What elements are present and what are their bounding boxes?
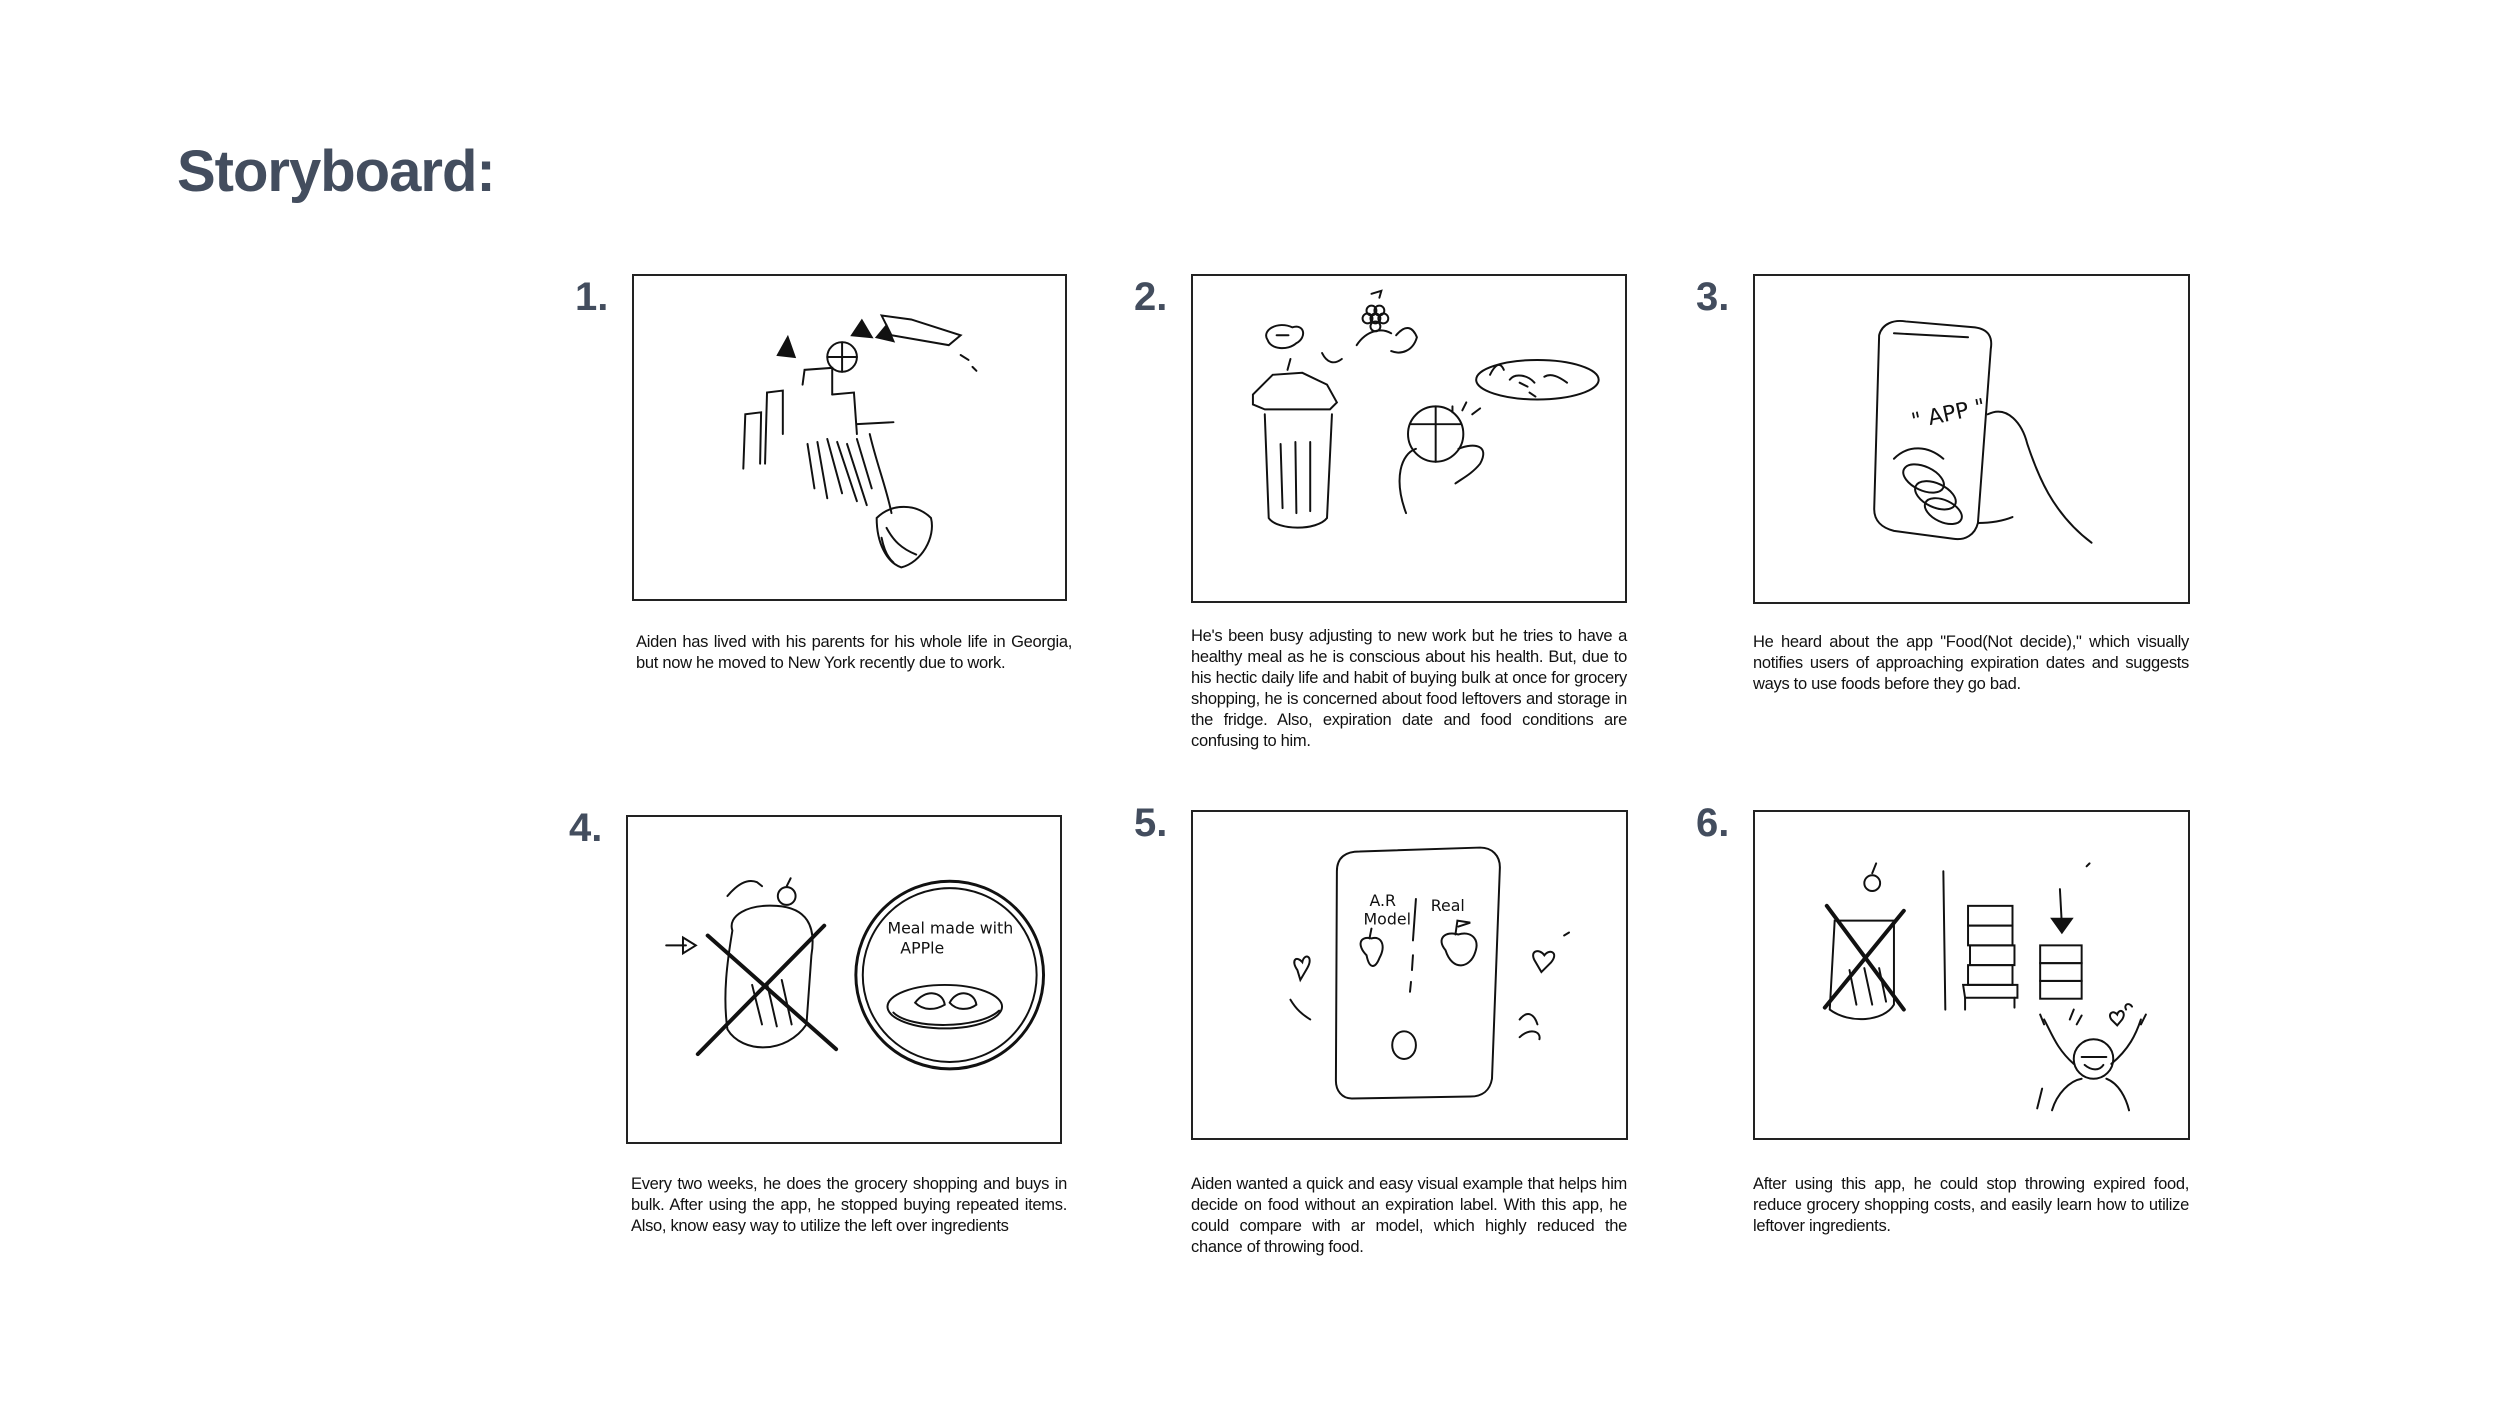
panel-caption-3: He heard about the app "Food(Not decide)," which visually notifies users of approaching expiration dates and suggests ways to use foods before they go bad. (1753, 633, 2189, 693)
sketch-apple-label: APPle (900, 938, 945, 958)
sketch-ar-compare (1193, 812, 1626, 1138)
sketch-meal-label: Meal made with (887, 918, 1014, 938)
storyboard-panel-6 (1753, 810, 2190, 1140)
storyboard-panel-4 (626, 815, 1062, 1144)
panel-caption-5: Aiden wanted a quick and easy visual example that helps him decide on food without an expiration label. With this app, he could compare with ar model, which highly reduced the chance of throwing food. (1191, 1175, 1627, 1256)
panel-number-3: 3. (1696, 275, 1730, 319)
panel-caption-6: After using this app, he could stop throwing expired food, reduce grocery shopping costs, and easily learn how to utilize leftover ingredients. (1753, 1175, 2189, 1235)
sketch-app-label: " APP " (1909, 394, 1988, 435)
panel-caption-2: He's been busy adjusting to new work but he tries to have a healthy meal as he is conscious about his health. But, due to his hectic daily life and habit of buying bulk at once for grocery shopping, he is concerned about food leftovers and storage in the fridge. Also, expiration date and food conditions are confusing to him. (1191, 627, 1627, 750)
sketch-real-label: Real (1430, 895, 1465, 915)
panel-caption-4: Every two weeks, he does the grocery shopping and buys in bulk. After using the app, he stopped buying repeated items. Also, know easy way to utilize the left over ingredients (631, 1175, 1067, 1235)
sketch-city-move (634, 276, 1065, 599)
panel-number-2: 2. (1134, 275, 1168, 319)
storyboard-panel-3 (1753, 274, 2190, 604)
panel-number-4: 4. (569, 806, 603, 850)
storyboard-panel-1 (632, 274, 1067, 601)
storyboard-panel-2 (1191, 274, 1627, 603)
panel-number-6: 6. (1696, 801, 1730, 845)
sketch-ar-label: A.R (1369, 890, 1397, 910)
sketch-phone-app (1755, 276, 2188, 602)
panel-caption-1: Aiden has lived with his parents for his whole life in Georgia, but now he moved to New York recently due to work. (636, 633, 1072, 672)
sketch-happy-result (1755, 812, 2188, 1138)
sketch-meal-with-apple (628, 817, 1060, 1142)
panel-number-1: 1. (575, 275, 609, 319)
storyboard-panel-5 (1191, 810, 1628, 1140)
sketch-food-waste (1193, 276, 1625, 601)
sketch-model-label: Model (1363, 909, 1412, 929)
panel-number-5: 5. (1134, 801, 1168, 845)
page-title: Storyboard: (177, 139, 495, 204)
